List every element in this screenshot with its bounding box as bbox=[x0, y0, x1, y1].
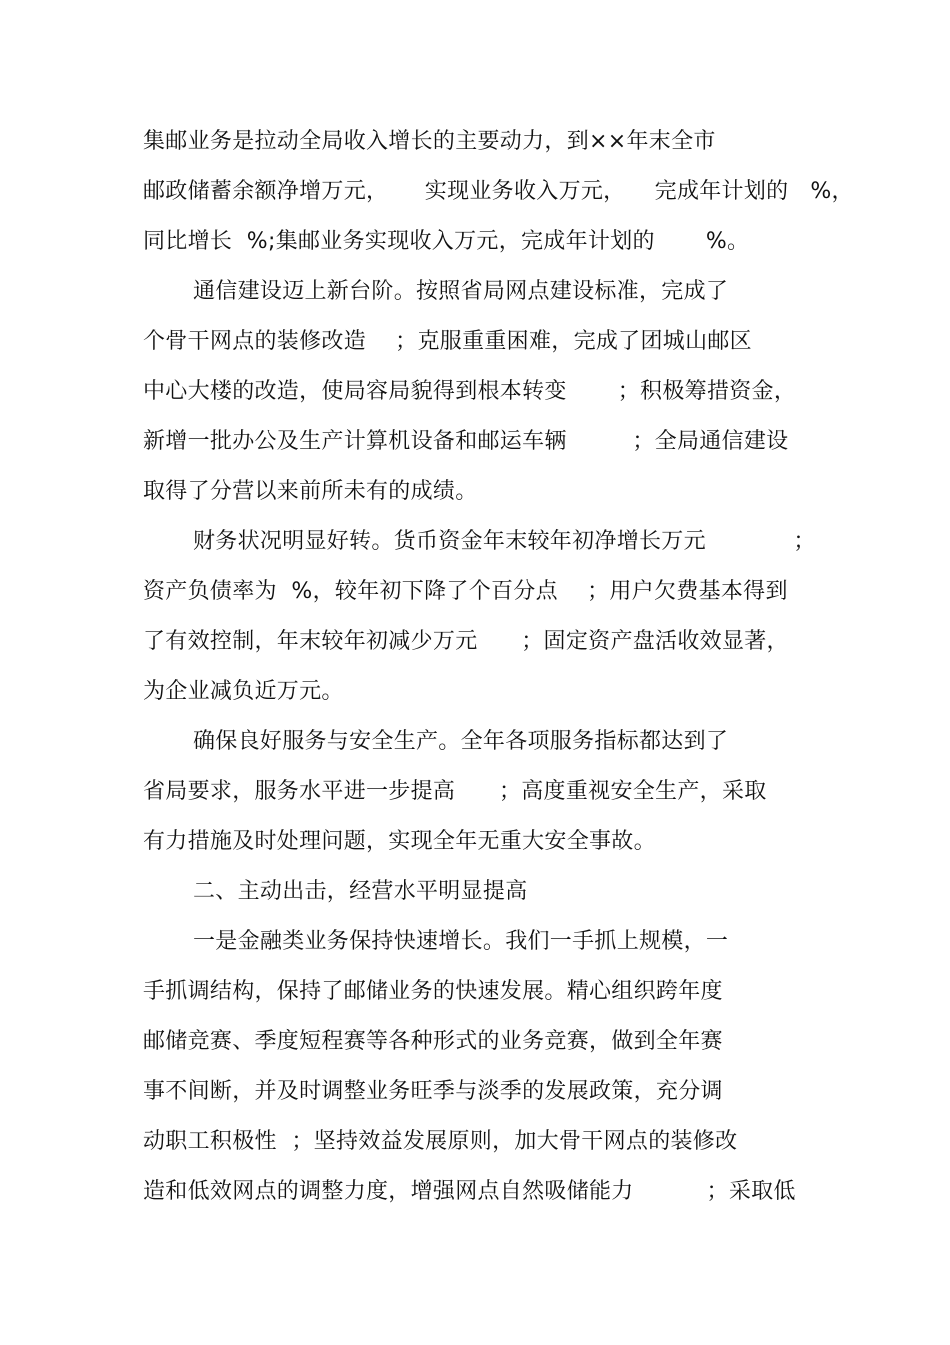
paragraph-start-line: 确保良好服务与安全生产。全年各项服务指标都达到了 bbox=[193, 729, 729, 754]
text-line: 新增一批办公及生产计算机设备和邮运车辆 ；全局通信建设 bbox=[143, 429, 789, 454]
text-line: 事不间断，并及时调整业务旺季与淡季的发展政策，充分调 bbox=[143, 1079, 723, 1104]
text-line: 同比增长 %;集邮业务实现收入万元，完成年计划的 %。 bbox=[143, 229, 750, 254]
text-line: 动职工积极性 ；坚持效益发展原则，加大骨干网点的装修改 bbox=[143, 1129, 738, 1154]
text-line: 个骨干网点的装修改造 ；克服重重困难，完成了团城山邮区 bbox=[143, 329, 752, 354]
text-line: 取得了分营以来前所未有的成绩。 bbox=[143, 479, 478, 504]
text-line: 了有效控制，年末较年初减少万元 ；固定资产盘活收效显著， bbox=[143, 629, 789, 654]
text-line: 造和低效网点的调整力度，增强网点自然吸储能力 ；采取低 bbox=[143, 1179, 796, 1204]
paragraph-start-line: 财务状况明显好转。货币资金年末较年初净增长万元 ； bbox=[193, 529, 816, 554]
text-line: 为企业减负近万元。 bbox=[143, 679, 344, 704]
paragraph-start-line: 一是金融类业务保持快速增长。我们一手抓上规模，一 bbox=[193, 929, 729, 954]
text-line: 邮储竞赛、季度短程赛等各种形式的业务竞赛，做到全年赛 bbox=[143, 1029, 723, 1054]
paragraph-start-line: 通信建设迈上新台阶。按照省局网点建设标准，完成了 bbox=[193, 279, 729, 304]
text-line: 省局要求，服务水平进一步提高 ；高度重视安全生产，采取 bbox=[143, 779, 767, 804]
text-line: 邮政储蓄余额净增万元， 实现业务收入万元， 完成年计划的 %， bbox=[143, 179, 854, 204]
text-line: 中心大楼的改造，使局容局貌得到根本转变 ；积极筹措资金， bbox=[143, 379, 797, 404]
text-line: 资产负债率为 %，较年初下降了个百分点 ；用户欠费基本得到 bbox=[143, 579, 788, 604]
section-heading: 二、主动出击，经营水平明显提高 bbox=[193, 879, 528, 904]
text-line: 手抓调结构，保持了邮储业务的快速发展。精心组织跨年度 bbox=[143, 979, 723, 1004]
text-line: 集邮业务是拉动全局收入增长的主要动力，到××年末全市 bbox=[143, 129, 716, 154]
text-line: 有力措施及时处理问题，实现全年无重大安全事故。 bbox=[143, 829, 656, 854]
